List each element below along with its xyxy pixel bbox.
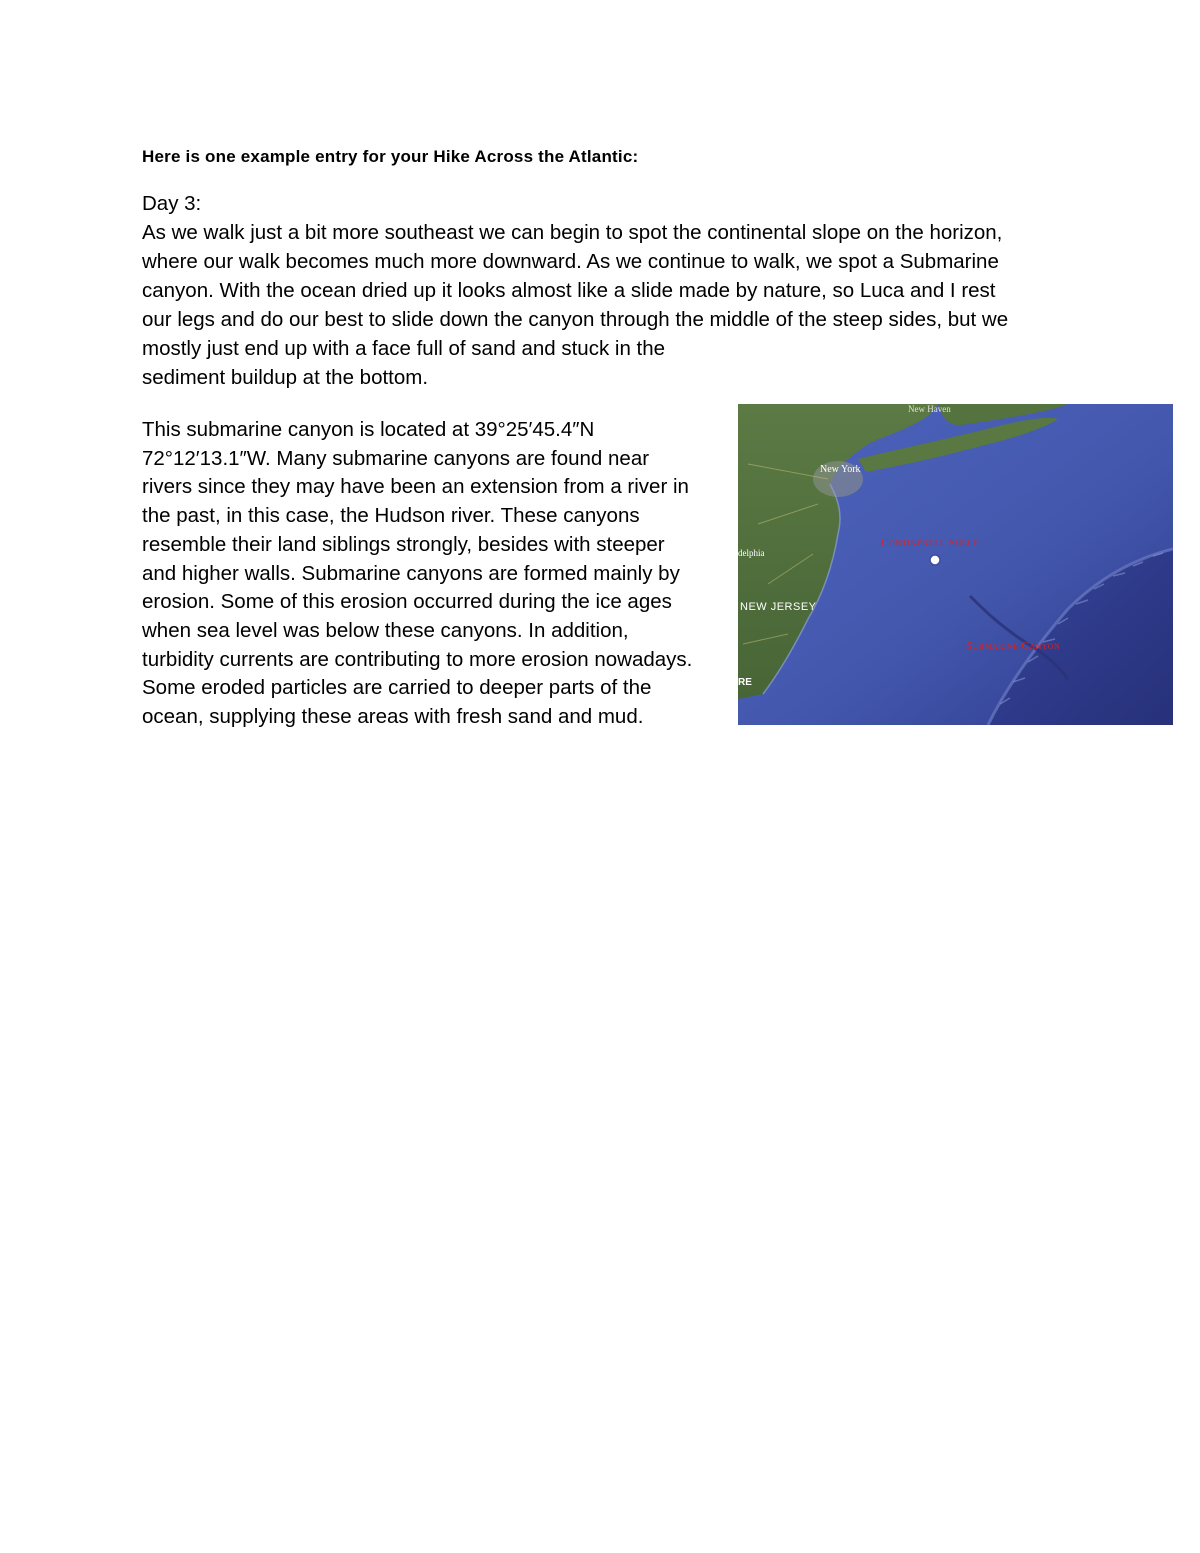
paragraph-line: erosion. Some of this erosion occurred during the ice ages [142,590,672,614]
day-entry [142,189,1082,392]
paragraph-line: when sea level was below these canyons. In addition, [142,618,629,642]
paragraph-line: ocean, supplying these areas with fresh sand and mud. [142,705,644,729]
submarine-canyon-label: Submarine Canyon [966,640,1061,652]
map-graphic [738,404,1173,725]
day-line: As we walk just a bit more southeast we can begin to spot the continental slope on the horizon, [142,221,1003,244]
map-label-delphia: delphia [738,548,765,558]
paragraph-line: Some eroded particles are carried to deeper parts of the [142,676,652,700]
map-label-new-jersey: NEW JERSEY [740,601,817,613]
paragraph-line: resemble their land siblings strongly, besides with steeper [142,532,665,556]
map-label-edge: RE [738,677,752,688]
day-line: mostly just end up with a face full of sand and stuck in the [142,337,666,360]
paragraph-line: This submarine canyon is located at 39°25′45.4″N [142,418,595,441]
day-title: Day 3: [142,192,202,215]
location-marker [930,555,940,565]
paragraph-line: turbidity currents are contributing to more erosion nowadays. [142,647,693,671]
map-label-new-haven: New Haven [908,404,951,414]
paragraph-line: 72°12′13.1″W. Many submarine canyons are found near [142,446,650,470]
canyon-paragraph [142,416,742,732]
paragraph-line: the past, in this case, the Hudson river. These canyons [142,504,640,528]
continental-shelf-label: Continental Shelf [881,537,978,549]
day-line: canyon. With the ocean dried up it looks almost like a slide made by nature, so Luca and I rest [142,279,996,302]
intro-heading: Here is one example entry for your Hike Across the Atlantic: [142,147,639,166]
paragraph-line: rivers since they may have been an extension from a river in [142,475,689,499]
satellite-map-image [738,404,1173,725]
map-label-new-york: New York [820,464,861,475]
paragraph-line: and higher walls. Submarine canyons are formed mainly by [142,561,680,585]
day-line: our legs and do our best to slide down the canyon through the middle of the steep sides, but we [142,308,1009,331]
day-line: sediment buildup at the bottom. [142,366,429,389]
day-line: where our walk becomes much more downward. As we continue to walk, we spot a Submarine [142,250,999,273]
